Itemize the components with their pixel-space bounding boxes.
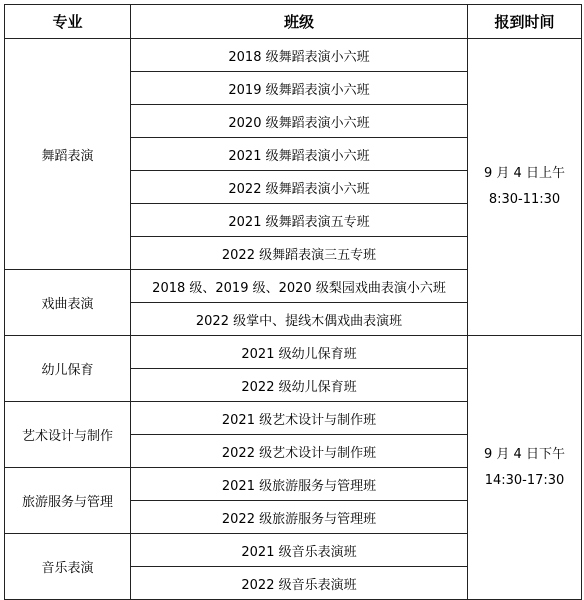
major-cell: 戏曲表演 xyxy=(5,270,131,336)
class-cell: 2022 级音乐表演班 xyxy=(131,567,468,600)
class-cell: 2022 级幼儿保育班 xyxy=(131,369,468,402)
class-cell: 2021 级舞蹈表演小六班 xyxy=(131,138,468,171)
time-date: 9 月 4 日上午 xyxy=(484,166,565,181)
major-cell: 音乐表演 xyxy=(5,534,131,600)
class-cell: 2022 级掌中、提线木偶戏曲表演班 xyxy=(131,303,468,336)
major-cell: 舞蹈表演 xyxy=(5,39,131,270)
table-row xyxy=(5,336,582,369)
registration-schedule-table xyxy=(4,4,582,600)
class-cell: 2022 级艺术设计与制作班 xyxy=(131,435,468,468)
time-cell-morning xyxy=(468,39,582,336)
major-cell: 幼儿保育 xyxy=(5,336,131,402)
class-cell: 2021 级音乐表演班 xyxy=(131,534,468,567)
major-cell: 艺术设计与制作 xyxy=(5,402,131,468)
class-cell: 2019 级舞蹈表演小六班 xyxy=(131,72,468,105)
class-cell: 2021 级幼儿保育班 xyxy=(131,336,468,369)
time-range: 8:30-11:30 xyxy=(488,192,561,207)
class-cell: 2022 级旅游服务与管理班 xyxy=(131,501,468,534)
table-row xyxy=(5,39,582,72)
class-cell: 2022 级舞蹈表演小六班 xyxy=(131,171,468,204)
major-cell: 旅游服务与管理 xyxy=(5,468,131,534)
header-time: 报到时间 xyxy=(468,5,582,39)
class-cell: 2021 级舞蹈表演五专班 xyxy=(131,204,468,237)
class-cell: 2021 级旅游服务与管理班 xyxy=(131,468,468,501)
class-cell: 2018 级、2019 级、2020 级梨园戏曲表演小六班 xyxy=(131,270,468,303)
header-row xyxy=(5,5,582,39)
class-cell: 2018 级舞蹈表演小六班 xyxy=(131,39,468,72)
header-class: 班级 xyxy=(131,5,468,39)
time-range: 14:30-17:30 xyxy=(484,472,565,488)
class-cell: 2022 级舞蹈表演三五专班 xyxy=(131,237,468,270)
class-cell: 2020 级舞蹈表演小六班 xyxy=(131,105,468,138)
header-major: 专业 xyxy=(5,5,131,39)
class-cell: 2021 级艺术设计与制作班 xyxy=(131,402,468,435)
time-cell-afternoon xyxy=(468,336,582,600)
time-date: 9 月 4 日下午 xyxy=(484,446,565,462)
